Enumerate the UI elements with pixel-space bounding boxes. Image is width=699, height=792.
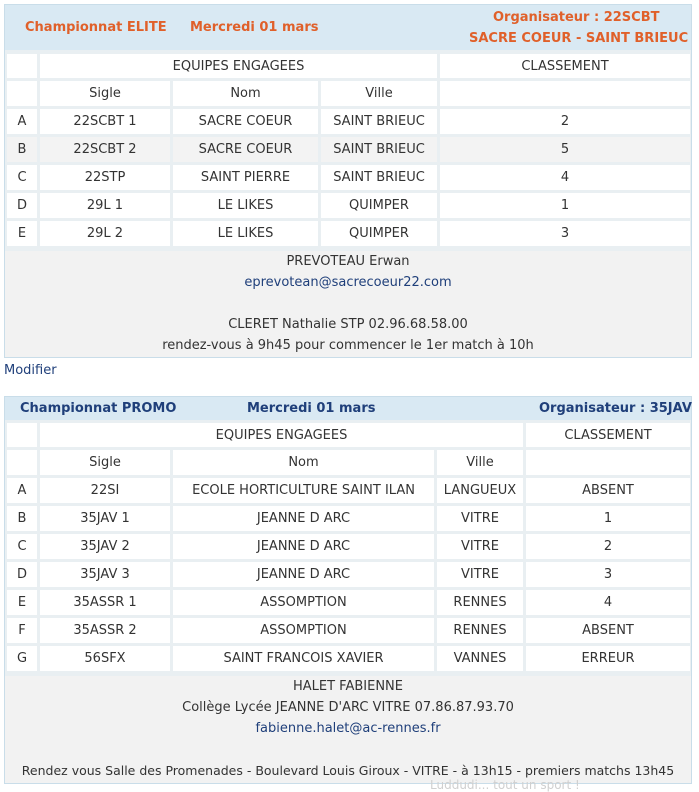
elite-col-classement: [440, 81, 690, 106]
promo-col-nom: Nom: [173, 450, 434, 475]
row-ville: RENNES: [437, 590, 523, 615]
row-nom: JEANNE D ARC: [173, 534, 434, 559]
row-classement: ERREUR: [526, 646, 690, 671]
row-classement: ABSENT: [526, 478, 690, 503]
row-sigle: 35ASSR 1: [40, 590, 170, 615]
row-letter: C: [7, 165, 37, 190]
row-classement: 2: [440, 109, 690, 134]
row-ville: SAINT BRIEUC: [321, 165, 437, 190]
promo-col-blank: [7, 450, 37, 475]
row-classement: ABSENT: [526, 618, 690, 643]
row-letter: A: [7, 478, 37, 503]
row-nom: JEANNE D ARC: [173, 506, 434, 531]
row-ville: VITRE: [437, 506, 523, 531]
promo-col-ville: Ville: [437, 450, 523, 475]
row-ville: SAINT BRIEUC: [321, 109, 437, 134]
row-sigle: 56SFX: [40, 646, 170, 671]
row-sigle: 22STP: [40, 165, 170, 190]
row-letter: B: [7, 137, 37, 162]
elite-title: Championnat ELITE: [25, 20, 167, 35]
promo-contact-name: HALET FABIENNE: [292, 679, 403, 694]
promo-title: Championnat PROMO: [20, 401, 177, 416]
row-sigle: 35ASSR 2: [40, 618, 170, 643]
promo-footer: [5, 676, 691, 783]
row-ville: QUIMPER: [321, 221, 437, 246]
row-nom: SACRE COEUR: [173, 109, 318, 134]
row-ville: VANNES: [437, 646, 523, 671]
row-classement: 3: [526, 562, 690, 587]
row-letter: G: [7, 646, 37, 671]
elite-organizer-location: SACRE COEUR - SAINT BRIEUC: [469, 31, 689, 46]
row-nom: ASSOMPTION: [173, 590, 434, 615]
elite-meeting: rendez-vous à 9h45 pour commencer le 1er match à 10h: [162, 338, 534, 353]
row-letter: E: [7, 221, 37, 246]
row-sigle: 29L 1: [40, 193, 170, 218]
row-nom: ECOLE HORTICULTURE SAINT ILAN: [173, 478, 434, 503]
promo-group-header: EQUIPES ENGAGEES: [40, 423, 523, 447]
promo-table: [4, 396, 692, 784]
elite-contact-name: PREVOTEAU Erwan: [286, 254, 410, 269]
row-nom: LE LIKES: [173, 193, 318, 218]
row-nom: SAINT FRANCOIS XAVIER: [173, 646, 434, 671]
row-classement: 4: [526, 590, 690, 615]
row-ville: LANGUEUX: [437, 478, 523, 503]
row-letter: E: [7, 590, 37, 615]
elite-col-ville: Ville: [321, 81, 437, 106]
footer-spacer: [5, 739, 691, 760]
elite-blank-corner: [7, 54, 37, 78]
promo-school: Collège Lycée JEANNE D'ARC VITRE 07.86.87.93.70: [182, 700, 514, 715]
row-nom: SACRE COEUR: [173, 137, 318, 162]
row-sigle: 29L 2: [40, 221, 170, 246]
row-classement: 1: [440, 193, 690, 218]
promo-col-classement: [526, 450, 690, 475]
row-letter: A: [7, 109, 37, 134]
row-letter: F: [7, 618, 37, 643]
elite-col-sigle: Sigle: [40, 81, 170, 106]
row-sigle: 35JAV 3: [40, 562, 170, 587]
elite-contact-email[interactable]: eprevotean@sacrecoeur22.com: [244, 275, 452, 290]
row-nom: SAINT PIERRE: [173, 165, 318, 190]
promo-blank-corner: [7, 423, 37, 447]
elite-organizer: Organisateur : 22SCBT: [493, 10, 660, 25]
row-nom: LE LIKES: [173, 221, 318, 246]
row-ville: RENNES: [437, 618, 523, 643]
promo-meeting: Rendez vous Salle des Promenades - Boulevard Louis Giroux - VITRE - à 13h15 - premiers matchs 13h45: [21, 763, 675, 778]
row-sigle: 35JAV 2: [40, 534, 170, 559]
row-classement: 5: [440, 137, 690, 162]
background-slogan: Luddudi... tout un sport !: [430, 778, 580, 792]
promo-organizer: Organisateur : 35JAV: [539, 401, 692, 416]
promo-col-sigle: Sigle: [40, 450, 170, 475]
elite-col-blank: [7, 81, 37, 106]
elite-footer: [5, 251, 691, 357]
elite-contact2: CLERET Nathalie STP 02.96.68.58.00: [228, 317, 468, 332]
row-ville: QUIMPER: [321, 193, 437, 218]
elite-group-header: EQUIPES ENGAGEES: [40, 54, 437, 78]
row-letter: C: [7, 534, 37, 559]
row-classement: 3: [440, 221, 690, 246]
footer-spacer: [5, 293, 691, 314]
row-ville: VITRE: [437, 534, 523, 559]
row-sigle: 35JAV 1: [40, 506, 170, 531]
elite-col-nom: Nom: [173, 81, 318, 106]
row-nom: ASSOMPTION: [173, 618, 434, 643]
promo-date: Mercredi 01 mars: [247, 401, 376, 416]
promo-ranking-header: CLASSEMENT: [526, 423, 690, 447]
row-sigle: 22SCBT 1: [40, 109, 170, 134]
elite-ranking-header: CLASSEMENT: [440, 54, 690, 78]
row-classement: 2: [526, 534, 690, 559]
row-letter: D: [7, 562, 37, 587]
elite-table: [4, 4, 692, 358]
promo-contact-email[interactable]: fabienne.halet@ac-rennes.fr: [255, 721, 441, 736]
row-sigle: 22SI: [40, 478, 170, 503]
elite-header: [5, 5, 691, 50]
row-ville: SAINT BRIEUC: [321, 137, 437, 162]
modify-link[interactable]: Modifier: [4, 363, 57, 378]
promo-header: [5, 397, 691, 420]
row-classement: 1: [526, 506, 690, 531]
row-letter: B: [7, 506, 37, 531]
row-classement: 4: [440, 165, 690, 190]
row-ville: VITRE: [437, 562, 523, 587]
row-letter: D: [7, 193, 37, 218]
row-sigle: 22SCBT 2: [40, 137, 170, 162]
row-nom: JEANNE D ARC: [173, 562, 434, 587]
elite-date: Mercredi 01 mars: [190, 20, 319, 35]
